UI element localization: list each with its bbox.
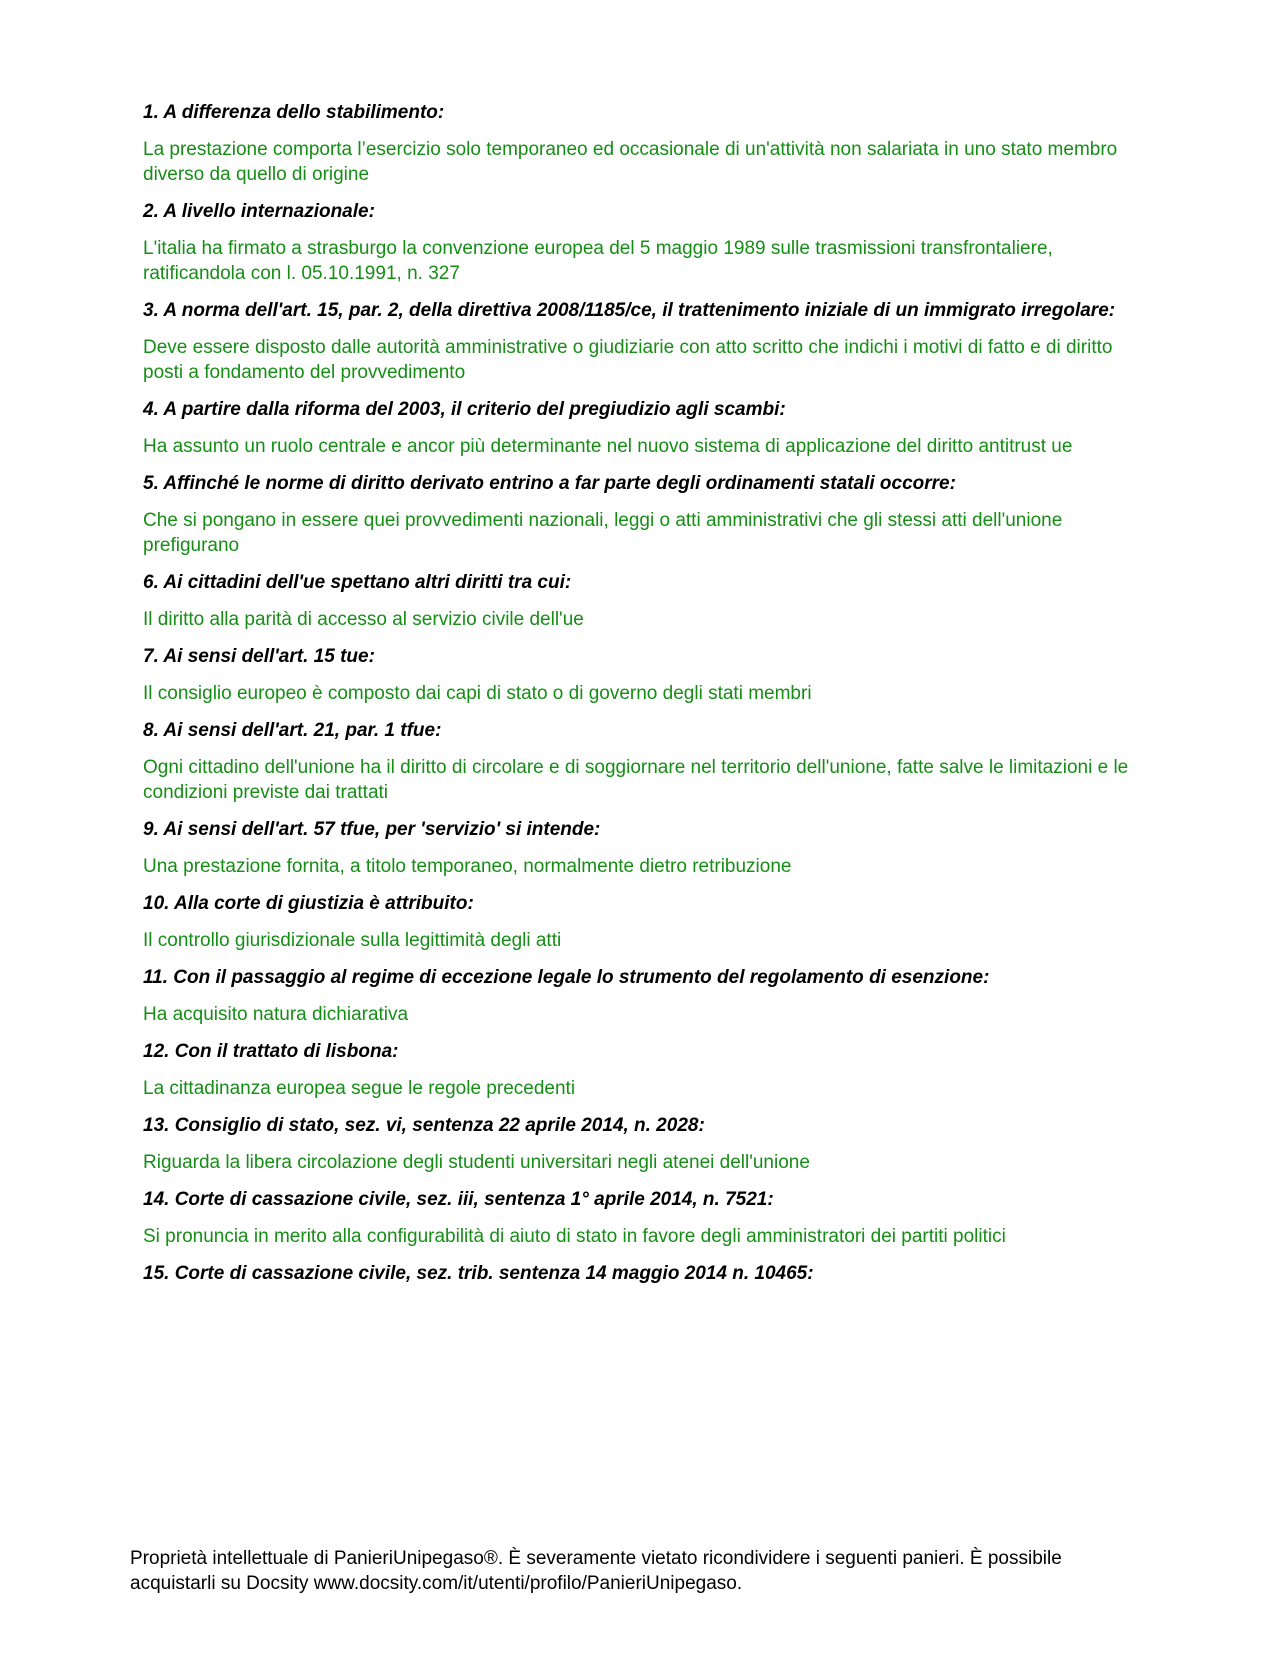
qa-item-11 <box>143 965 1143 1027</box>
question-text: 10. Alla corte di giustizia è attribuito: <box>143 893 474 914</box>
qa-item-1 <box>143 100 1143 187</box>
qa-item-7 <box>143 644 1143 706</box>
question-text: 13. Consiglio di stato, sez. vi, sentenza 22 aprile 2014, n. 2028: <box>143 1115 705 1136</box>
question-text: 11. Con il passaggio al regime di eccezione legale lo strumento del regolamento di esenzione: <box>143 967 990 988</box>
question-text: 2. A livello internazionale: <box>143 201 375 222</box>
qa-item-4 <box>143 397 1143 459</box>
question-text: 4. A partire dalla riforma del 2003, il criterio del pregiudizio agli scambi: <box>143 399 786 420</box>
answer-text: Ha assunto un ruolo centrale e ancor più determinante nel nuovo sistema di applicazione del diritto antitrust ue <box>143 436 1073 457</box>
answer-text: Si pronuncia in merito alla configurabilità di aiuto di stato in favore degli amministratori dei partiti politici <box>143 1226 1006 1247</box>
answer-text: Deve essere disposto dalle autorità amministrative o giudiziarie con atto scritto che indichi i motivi di fatto e di diritto posti a fondamento del provvedimento <box>143 337 1113 383</box>
answer-text: L'italia ha firmato a strasburgo la convenzione europea del 5 maggio 1989 sulle trasmissioni transfrontaliere, ratificandola con l. 05.10.1991, n. 327 <box>143 238 1053 284</box>
answer-text: Il consiglio europeo è composto dai capi di stato o di governo degli stati membri <box>143 683 812 704</box>
question-text: 9. Ai sensi dell'art. 57 tfue, per 'servizio' si intende: <box>143 819 601 840</box>
qa-item-2 <box>143 199 1143 286</box>
answer-text: Che si pongano in essere quei provvedimenti nazionali, leggi o atti amministrativi che gli stessi atti dell'unione prefigurano <box>143 510 1063 556</box>
answer-text: Il diritto alla parità di accesso al servizio civile dell'ue <box>143 609 584 630</box>
answer-text: Ha acquisito natura dichiarativa <box>143 1004 409 1025</box>
qa-item-5 <box>143 471 1143 558</box>
qa-item-9 <box>143 817 1143 879</box>
answer-text: Una prestazione fornita, a titolo temporaneo, normalmente dietro retribuzione <box>143 856 792 877</box>
qa-item-15 <box>143 1261 1143 1286</box>
answer-text: Ogni cittadino dell'unione ha il diritto di circolare e di soggiornare nel territorio dell'unione, fatte salve le limitazioni e le condizioni previste dai trattati <box>143 757 1129 803</box>
question-text: 15. Corte di cassazione civile, sez. trib. sentenza 14 maggio 2014 n. 10465: <box>143 1263 814 1284</box>
question-text: 7. Ai sensi dell'art. 15 tue: <box>143 646 375 667</box>
question-text: 14. Corte di cassazione civile, sez. iii, sentenza 1° aprile 2014, n. 7521: <box>143 1189 774 1210</box>
answer-text: La cittadinanza europea segue le regole precedenti <box>143 1078 576 1099</box>
answer-text: Il controllo giurisdizionale sulla legittimità degli atti <box>143 930 562 951</box>
qa-item-12 <box>143 1039 1143 1101</box>
question-text: 8. Ai sensi dell'art. 21, par. 1 tfue: <box>143 720 442 741</box>
question-text: 1. A differenza dello stabilimento: <box>143 102 445 123</box>
answer-text: Riguarda la libera circolazione degli studenti universitari negli atenei dell'unione <box>143 1152 810 1173</box>
question-text: 3. A norma dell'art. 15, par. 2, della direttiva 2008/1185/ce, il trattenimento iniziale di un immigrato irregolare: <box>143 300 1116 321</box>
question-text: 5. Affinché le norme di diritto derivato entrino a far parte degli ordinamenti statali occorre: <box>143 473 956 494</box>
qa-item-3 <box>143 298 1143 385</box>
answer-text: La prestazione comporta l’esercizio solo temporaneo ed occasionale di un'attività non salariata in uno stato membro diverso da quello di origine <box>143 139 1118 185</box>
copyright-footer: Proprietà intellettuale di PanieriUnipegaso®. È severamente vietato ricondividere i seguenti panieri. È possibile acquistarli su Docsity www.docsity.com/it/utenti/profilo/PanieriUnipegaso. <box>130 1548 1062 1594</box>
qa-item-6 <box>143 570 1143 632</box>
qa-item-8 <box>143 718 1143 805</box>
question-text: 6. Ai cittadini dell'ue spettano altri diritti tra cui: <box>143 572 572 593</box>
qa-list <box>143 100 1143 1298</box>
qa-item-10 <box>143 891 1143 953</box>
qa-item-13 <box>143 1113 1143 1175</box>
question-text: 12. Con il trattato di lisbona: <box>143 1041 399 1062</box>
qa-item-14 <box>143 1187 1143 1249</box>
